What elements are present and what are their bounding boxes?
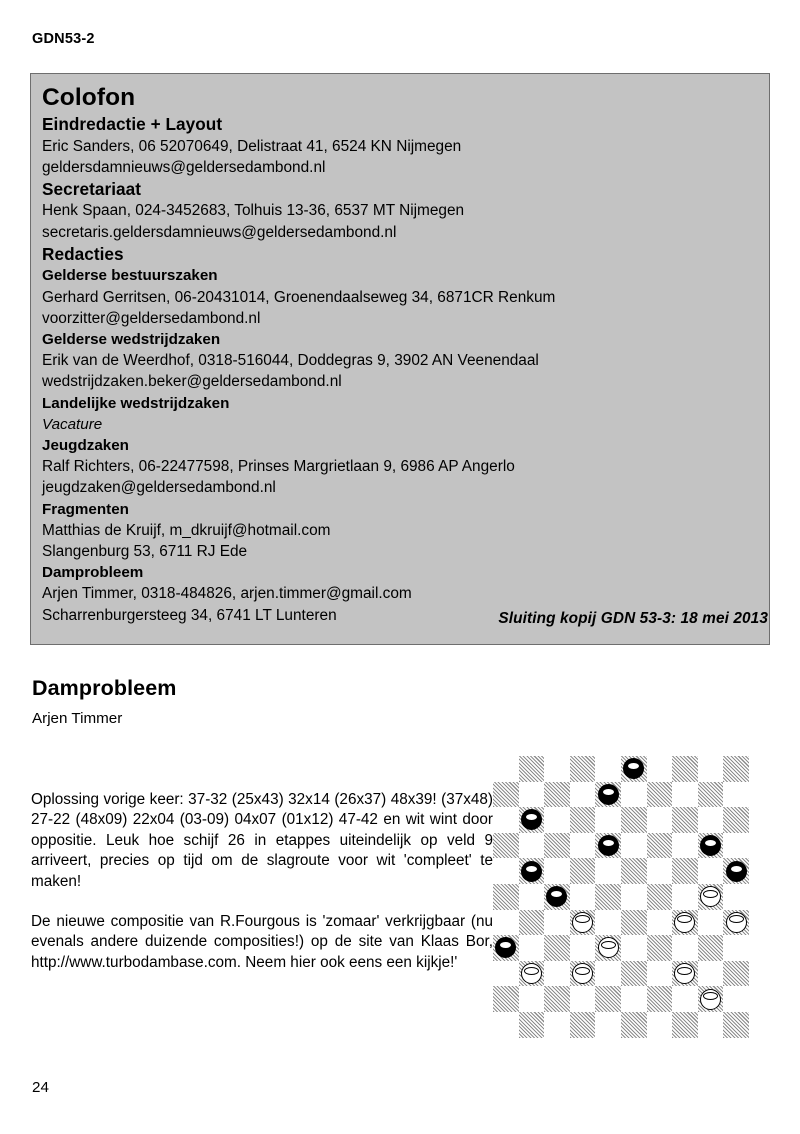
white-piece [521, 963, 542, 984]
board-square-light [570, 884, 596, 910]
board-square-dark [621, 807, 647, 833]
colofon-subheading: Fragmenten [42, 500, 129, 518]
board-square-dark [544, 935, 570, 961]
article-title: Damprobleem [32, 676, 177, 700]
board-square-dark [570, 858, 596, 884]
board-square-dark [647, 986, 673, 1012]
colofon-subheading: Gelderse wedstrijdzaken [42, 330, 221, 348]
board-square-dark [493, 833, 519, 859]
board-square-light [698, 858, 724, 884]
board-square-light [698, 1012, 724, 1038]
board-square-dark [544, 782, 570, 808]
draughts-board [493, 756, 749, 1022]
white-piece [700, 989, 721, 1010]
board-square-light [621, 884, 647, 910]
article-paragraph: Oplossing vorige keer: 37-32 (25x43) 32x14 (26x37) 48x39! (37x48) 27-22 (48x09) 22x04 (03-09) 04x07 (01x12) 47-42 en wit wint door oppositie. Leuk hoe schijf 26 in etappes uiteindelijk op veld 9 arriveert, precies op tijd om de slagroute voor wit 'compleet' te maken! [31, 791, 493, 890]
board-square-dark [723, 807, 749, 833]
colofon-line: Matthias de Kruijf, m_dkruijf@hotmail.com [42, 521, 331, 539]
board-square-light [544, 807, 570, 833]
board-square-light [698, 807, 724, 833]
board-square-dark [519, 910, 545, 936]
board-square-dark [595, 782, 621, 808]
board-square-dark [698, 833, 724, 859]
article-paragraph: De nieuwe compositie van R.Fourgous is 'zomaar' verkrijgbaar (nu evenals andere duizende composities!) op de site van Klaas Bor, http://www.turbodambase.com. Neem hier ook eens een kijkje!' [31, 913, 493, 971]
board-square-light [672, 986, 698, 1012]
board-square-dark [621, 858, 647, 884]
board-square-dark [723, 910, 749, 936]
white-piece [572, 963, 593, 984]
board-square-light [672, 935, 698, 961]
board-square-light [570, 935, 596, 961]
colofon-subheading: Gelderse bestuurszaken [42, 267, 218, 285]
colofon-line: jeugdzaken@geldersedambond.nl [42, 479, 276, 497]
board-square-light [493, 807, 519, 833]
board-square-light [519, 935, 545, 961]
board-square-light [672, 782, 698, 808]
board-square-light [519, 986, 545, 1012]
board-square-dark [519, 807, 545, 833]
page-number: 24 [32, 1079, 49, 1096]
board-square-dark [570, 1012, 596, 1038]
board-square-dark [723, 961, 749, 987]
board-square-dark [493, 782, 519, 808]
board-square-dark [672, 807, 698, 833]
colofon-line: Scharrenburgersteeg 34, 6741 LT Lunteren [42, 606, 337, 624]
colofon-box [30, 73, 770, 645]
colofon-line: Erik van de Weerdhof, 0318-516044, Doddegras 9, 3902 AN Veenendaal [42, 352, 539, 370]
colofon-line: Ralf Richters, 06-22477598, Prinses Margrietlaan 9, 6986 AP Angerlo [42, 458, 515, 476]
board-square-dark [621, 756, 647, 782]
board-square-light [647, 1012, 673, 1038]
board-square-light [672, 884, 698, 910]
board-square-light [519, 884, 545, 910]
board-square-dark [519, 961, 545, 987]
board-square-dark [595, 986, 621, 1012]
board-square-light [493, 910, 519, 936]
board-square-dark [493, 986, 519, 1012]
black-piece [546, 886, 567, 907]
board-square-dark [493, 935, 519, 961]
board-square-light [723, 986, 749, 1012]
board-square-dark [595, 833, 621, 859]
board-square-dark [570, 807, 596, 833]
colofon-line: geldersdamnieuws@geldersedambond.nl [42, 158, 326, 176]
board-square-light [647, 756, 673, 782]
colofon-subheading: Landelijke wedstrijdzaken [42, 394, 230, 412]
board-square-dark [672, 1012, 698, 1038]
colofon-title: Colofon [42, 84, 136, 111]
board-square-dark [647, 833, 673, 859]
colofon-subheading: Jeugdzaken [42, 436, 129, 454]
board-square-dark [647, 884, 673, 910]
black-piece [521, 861, 542, 882]
board-square-dark [647, 782, 673, 808]
article-body [31, 790, 493, 973]
board-square-light [493, 1012, 519, 1038]
board-square-light [672, 833, 698, 859]
board-square-light [493, 858, 519, 884]
board-square-light [621, 935, 647, 961]
white-piece [674, 912, 695, 933]
board-square-dark [698, 782, 724, 808]
board-square-dark [672, 910, 698, 936]
board-square-dark [570, 756, 596, 782]
board-square-light [647, 910, 673, 936]
board-square-dark [544, 884, 570, 910]
board-square-dark [723, 756, 749, 782]
colofon-line-italic: Vacature [42, 415, 103, 433]
board-square-light [621, 986, 647, 1012]
board-square-light [544, 1012, 570, 1038]
board-square-dark [723, 1012, 749, 1038]
colofon-section-heading: Eindredactie + Layout [42, 114, 223, 134]
board-square-dark [570, 910, 596, 936]
board-square-light [570, 782, 596, 808]
board-square-light [698, 910, 724, 936]
board-square-light [544, 910, 570, 936]
board-square-light [647, 961, 673, 987]
black-piece [598, 835, 619, 856]
colofon-line: Arjen Timmer, 0318-484826, arjen.timmer@gmail.com [42, 585, 412, 603]
board-square-dark [544, 986, 570, 1012]
white-piece [674, 963, 695, 984]
colofon-section-heading: Redacties [42, 243, 124, 264]
board-square-dark [595, 935, 621, 961]
board-square-light [698, 756, 724, 782]
black-piece [598, 784, 619, 805]
board-square-light [723, 833, 749, 859]
board-square-dark [647, 935, 673, 961]
board-square-light [544, 961, 570, 987]
colofon-line: Eric Sanders, 06 52070649, Delistraat 41, 6524 KN Nijmegen [42, 137, 462, 155]
white-piece [572, 912, 593, 933]
board-square-light [723, 782, 749, 808]
board-square-light [723, 884, 749, 910]
board-square-light [647, 858, 673, 884]
black-piece [495, 937, 516, 958]
board-square-light [493, 756, 519, 782]
board-square-dark [672, 858, 698, 884]
board-square-dark [519, 756, 545, 782]
board-square-light [647, 807, 673, 833]
board-square-light [595, 1012, 621, 1038]
colofon-line: wedstrijdzaken.beker@geldersedambond.nl [42, 373, 342, 391]
board-square-light [595, 910, 621, 936]
colofon-line: Henk Spaan, 024-3452683, Tolhuis 13-36, 6537 MT Nijmegen [42, 202, 465, 220]
board-square-dark [672, 961, 698, 987]
board-square-dark [519, 1012, 545, 1038]
board-square-light [595, 961, 621, 987]
board-square-dark [672, 756, 698, 782]
colofon-section-heading: Secretariaat [42, 178, 142, 199]
colofon-entry-list [42, 113, 758, 626]
white-piece [700, 886, 721, 907]
board-square-light [723, 935, 749, 961]
running-head: GDN53-2 [32, 31, 95, 47]
board-square-dark [723, 858, 749, 884]
board-square-dark [544, 833, 570, 859]
colofon-line: Gerhard Gerritsen, 06-20431014, Groenendaalseweg 34, 6871CR Renkum [42, 288, 556, 306]
board-square-dark [698, 884, 724, 910]
black-piece [726, 861, 747, 882]
board-square-light [570, 986, 596, 1012]
black-piece [623, 758, 644, 779]
board-square-dark [570, 961, 596, 987]
board-square-light [493, 961, 519, 987]
board-square-dark [493, 884, 519, 910]
white-piece [598, 937, 619, 958]
black-piece [521, 809, 542, 830]
board-square-dark [621, 910, 647, 936]
black-piece [700, 835, 721, 856]
board-square-dark [621, 1012, 647, 1038]
board-square-light [595, 807, 621, 833]
board-square-dark [621, 961, 647, 987]
board-square-light [621, 833, 647, 859]
colofon-content [42, 83, 758, 638]
board-square-dark [698, 986, 724, 1012]
board-square-dark [698, 935, 724, 961]
board-square-light [595, 858, 621, 884]
board-square-light [519, 833, 545, 859]
board-square-light [570, 833, 596, 859]
colofon-line: voorzitter@geldersedambond.nl [42, 309, 261, 327]
board-square-light [621, 782, 647, 808]
board-square-dark [595, 884, 621, 910]
board-square-dark [519, 858, 545, 884]
board-square-light [544, 858, 570, 884]
white-piece [726, 912, 747, 933]
colofon-deadline: Sluiting kopij GDN 53-3: 18 mei 2013 [498, 610, 768, 627]
article-author: Arjen Timmer [32, 710, 123, 727]
board-square-light [595, 756, 621, 782]
colofon-line: secretaris.geldersdamnieuws@geldersedambond.nl [42, 223, 397, 241]
colofon-subheading: Damprobleem [42, 564, 144, 582]
board-square-light [519, 782, 545, 808]
board-square-light [544, 756, 570, 782]
board-square-light [698, 961, 724, 987]
colofon-line: Slangenburg 53, 6711 RJ Ede [42, 542, 248, 560]
